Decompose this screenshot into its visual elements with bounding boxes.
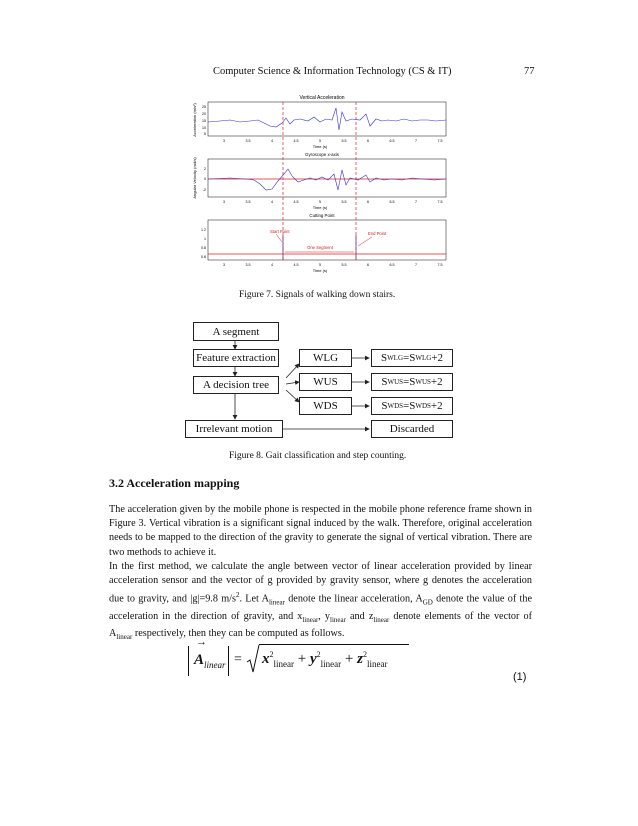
panel2-yticks (203, 167, 206, 192)
panel3-ytick: 0.8 (201, 246, 206, 250)
wds-box: WDS (299, 397, 352, 415)
discarded-box: Discarded (371, 420, 453, 438)
panel1-signal (208, 108, 446, 130)
vector-a (194, 652, 226, 670)
x-tick: 5 (319, 139, 321, 143)
eq-sq: 2 (362, 650, 367, 659)
paragraph-1 (109, 503, 532, 560)
eq-plus: + (297, 651, 307, 667)
panel2-ytick: 0 (204, 177, 206, 181)
x-tick: 6 (367, 263, 369, 267)
abs-bar-left (188, 646, 190, 676)
x-tick: 5.5 (341, 139, 347, 143)
panel2-xticks (223, 200, 443, 204)
x-tick: 7.5 (437, 263, 443, 267)
panel1-ytick: 5 (204, 132, 206, 136)
x-tick: 7.5 (437, 200, 443, 204)
end-pointer (358, 237, 372, 246)
x-tick: 7 (415, 263, 417, 267)
panel3-ytick: 1 (204, 237, 206, 241)
panel3-ytick: 0.6 (201, 255, 206, 259)
formula-sub: WLG (387, 354, 404, 362)
equation-1 (188, 636, 448, 682)
sqrt-overbar (259, 644, 409, 645)
wus-box: WUS (299, 373, 352, 391)
p2-sub: linear (302, 616, 319, 625)
formula-mid: =S (403, 400, 416, 412)
panel2-ytick: -2 (202, 188, 206, 192)
p2-t2: . Let A (239, 593, 269, 605)
eq-sq: 2 (316, 650, 321, 659)
figure8-diagram (185, 318, 455, 444)
x-tick: 7.5 (437, 139, 443, 143)
equation-number: (1) (513, 671, 527, 683)
formula-sub: WDS (387, 402, 404, 410)
eq-z: z (357, 651, 363, 667)
x-tick: 4 (271, 263, 273, 267)
x-tick: 3 (223, 263, 225, 267)
x-tick: 3.5 (245, 200, 251, 204)
eq-sub: linear (366, 659, 388, 669)
eq-a: A (194, 652, 205, 668)
panel3-ytick: 1.2 (201, 228, 206, 232)
x-tick: 6.5 (389, 263, 395, 267)
x-tick: 4.5 (293, 263, 299, 267)
eq-x: x (262, 651, 270, 667)
panel2-title: Gyroscope x-axis (305, 152, 339, 157)
x-tick: 6.5 (389, 200, 395, 204)
panel1-yticks (202, 105, 206, 136)
panel1-ytick: 15 (202, 119, 206, 123)
sqrt-radicand (262, 650, 387, 669)
feature-extraction-box: Feature extraction (193, 349, 279, 367)
paragraph-1-text: The acceleration given by the mobile phone is respected in the mobile phone reference frame shown in Figure 3. Vertical vibration is a significant signal induced by the walk. Therefore, original acceleration needs to be mapped to the direction of the gravity to generate the signal of vertical vibration. There are two methods to achieve it. (109, 504, 532, 558)
abs-bar-right (228, 646, 230, 676)
p2-t8: respectively, then they can be computed as follows. (132, 628, 345, 640)
x-tick: 6.5 (389, 139, 395, 143)
decision-tree-box: A decision tree (193, 376, 279, 394)
formula-sub2: WUS (415, 378, 431, 386)
x-tick: 5.5 (341, 263, 347, 267)
panel3-title: Cutting Point (309, 213, 335, 218)
panel3-xticks (223, 263, 443, 267)
p2-t5: , y (318, 611, 331, 623)
x-tick: 5 (319, 263, 321, 267)
formula-sub2: WLG (415, 354, 432, 362)
panel2-frame (208, 159, 446, 197)
figure8-caption: Figure 8. Gait classification and step counting. (229, 451, 407, 461)
segment-label: One Segment (307, 245, 333, 250)
x-tick: 3 (223, 200, 225, 204)
formula-sub2: WDS (415, 402, 431, 410)
p2-sub: GD (422, 598, 433, 607)
x-tick: 3.5 (245, 263, 251, 267)
page-number: 77 (524, 66, 535, 77)
arrow-tree-wus (286, 382, 299, 384)
panel1-xlabel: Time (s) (312, 144, 328, 149)
p2-sub: linear (116, 633, 133, 642)
x-tick: 5 (319, 200, 321, 204)
eq-sub: linear (320, 659, 342, 669)
x-tick: 4 (271, 139, 273, 143)
x-tick: 7 (415, 200, 417, 204)
x-tick: 4.5 (293, 200, 299, 204)
x-tick: 5.5 (341, 200, 347, 204)
x-tick: 3 (223, 139, 225, 143)
panel1-ylabel: Acceleration (m/s²) (192, 103, 197, 137)
figure7-plots (190, 90, 460, 280)
segment-box: A segment (193, 322, 279, 341)
x-tick: 3.5 (245, 139, 251, 143)
wlg-count-box (371, 349, 453, 367)
panel2-ytick: 2 (204, 167, 206, 171)
p2-t1: In the first method, we calculate the angle between vector of linear acceleration provided by linear acceleration sensor and the vector of g provided by gravity sensor, where g denotes the acceleration due to gravity, and |g|=9.8 m/s (109, 561, 532, 605)
eq-y: y (309, 651, 317, 667)
figure7-caption: Figure 7. Signals of walking down stairs. (239, 290, 396, 300)
paragraph-2-text (109, 560, 532, 645)
formula-tail: +2 (430, 376, 443, 388)
p2-t4: denote the value of the acceleration in the direction of gravity, and x (109, 593, 532, 623)
wlg-box: WLG (299, 349, 352, 367)
wds-count-box (371, 397, 453, 415)
arrow-tree-wlg (286, 364, 299, 378)
p2-t6: and z (345, 611, 374, 623)
x-tick: 7 (415, 139, 417, 143)
panel3-yticks (201, 228, 206, 259)
x-tick: 4.5 (293, 139, 299, 143)
formula-s: S (380, 352, 388, 364)
x-tick: 6 (367, 139, 369, 143)
formula-tail: +2 (430, 400, 443, 412)
section-heading: 3.2 Acceleration mapping (109, 476, 240, 490)
panel3-xlabel: Time (s) (312, 268, 328, 273)
formula-s: S (381, 400, 388, 412)
x-tick: 4 (271, 200, 273, 204)
panel1-title: Vertical Acceleration (299, 95, 345, 101)
journal-title: Computer Science & Information Technology (CS & IT) (213, 66, 452, 77)
eq-sub: linear (204, 660, 226, 670)
p2-sub: linear (373, 616, 390, 625)
panel2-signal (208, 169, 446, 190)
panel2-ylabel: Angular Velocity (rad/s) (192, 157, 197, 199)
start-point-label: Start Point (270, 229, 290, 234)
formula-mid: =S (403, 376, 416, 388)
formula-mid: =S (403, 352, 416, 364)
eq-plus: + (344, 651, 354, 667)
start-pointer (276, 234, 282, 242)
panel2-xlabel: Time (s) (312, 205, 328, 210)
eq-sq: 2 (269, 650, 274, 659)
eq-sub: linear (273, 659, 294, 669)
p2-t3: denote the linear acceleration, A (284, 593, 423, 605)
equals-sign: = (234, 652, 242, 667)
sqrt-icon (246, 644, 260, 674)
panel1-ytick: 25 (202, 105, 206, 109)
paragraph-2 (109, 560, 532, 645)
formula-sub: WUS (387, 378, 404, 386)
p2-t7: denote elements of the vector of A (109, 611, 532, 640)
panel1-ytick: 10 (202, 126, 206, 130)
panel1-ytick: 20 (202, 112, 206, 116)
p2-sup: 2 (235, 591, 240, 600)
end-point-label: End Point (368, 231, 387, 236)
formula-tail: +2 (431, 352, 444, 364)
wus-count-box (371, 373, 453, 391)
vector-arrow: → (196, 636, 207, 648)
irrelevant-motion-box: Irrelevant motion (185, 420, 283, 438)
arrow-tree-wds (286, 390, 299, 402)
p2-sub: linear (268, 598, 285, 607)
x-tick: 6 (367, 200, 369, 204)
panel1-xticks (223, 139, 443, 143)
formula-s: S (381, 376, 388, 388)
p2-sub: linear (330, 616, 346, 625)
